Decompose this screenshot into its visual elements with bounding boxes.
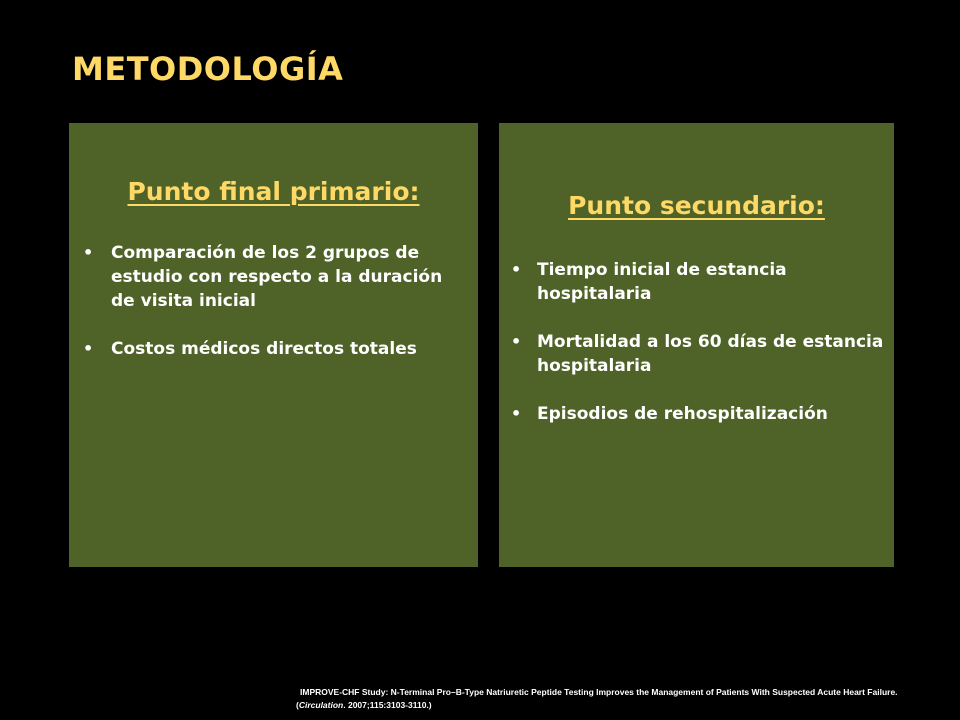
list-item: [69, 337, 478, 361]
citation-open-paren: (: [296, 700, 299, 710]
list-item: [499, 330, 894, 378]
bullet-icon: •: [83, 243, 94, 262]
list-item-text: Episodios de rehospitalización: [537, 404, 828, 424]
secondary-endpoint-heading: Punto secundario:: [568, 191, 825, 220]
list-item: [499, 258, 894, 306]
secondary-endpoint-list: [499, 258, 894, 426]
list-item: [499, 402, 894, 426]
list-item-text: Comparación de los 2 grupos de estudio con respecto a la duración de visita inicial: [111, 243, 443, 311]
primary-endpoint-heading: Punto final primario:: [127, 177, 420, 206]
citation-journal: Circulation: [298, 700, 344, 710]
bullet-icon: •: [511, 260, 522, 279]
primary-endpoint-box: [69, 123, 478, 567]
slide-title: METODOLOGÍA: [72, 50, 344, 88]
list-item: [69, 241, 478, 313]
citation-volume: . 2007;115:3103-3110.): [343, 700, 432, 710]
primary-endpoint-list: [69, 241, 478, 361]
list-item-text: Tiempo inicial de estancia hospitalaria: [537, 260, 787, 304]
list-item-text: Costos médicos directos totales: [111, 339, 417, 359]
bullet-icon: •: [83, 339, 94, 358]
bullet-icon: •: [511, 332, 522, 351]
citation: [296, 686, 956, 712]
bullet-icon: •: [511, 404, 522, 423]
citation-study-title: IMPROVE-CHF Study: N-Terminal Pro–B-Type Natriuretic Peptide Testing Improves the Management of Patients With Suspected Acute Heart Failure.: [300, 687, 898, 697]
secondary-endpoint-box: [499, 123, 894, 567]
citation-reference: [296, 699, 956, 712]
list-item-text: Mortalidad a los 60 días de estancia hospitalaria: [537, 332, 884, 376]
